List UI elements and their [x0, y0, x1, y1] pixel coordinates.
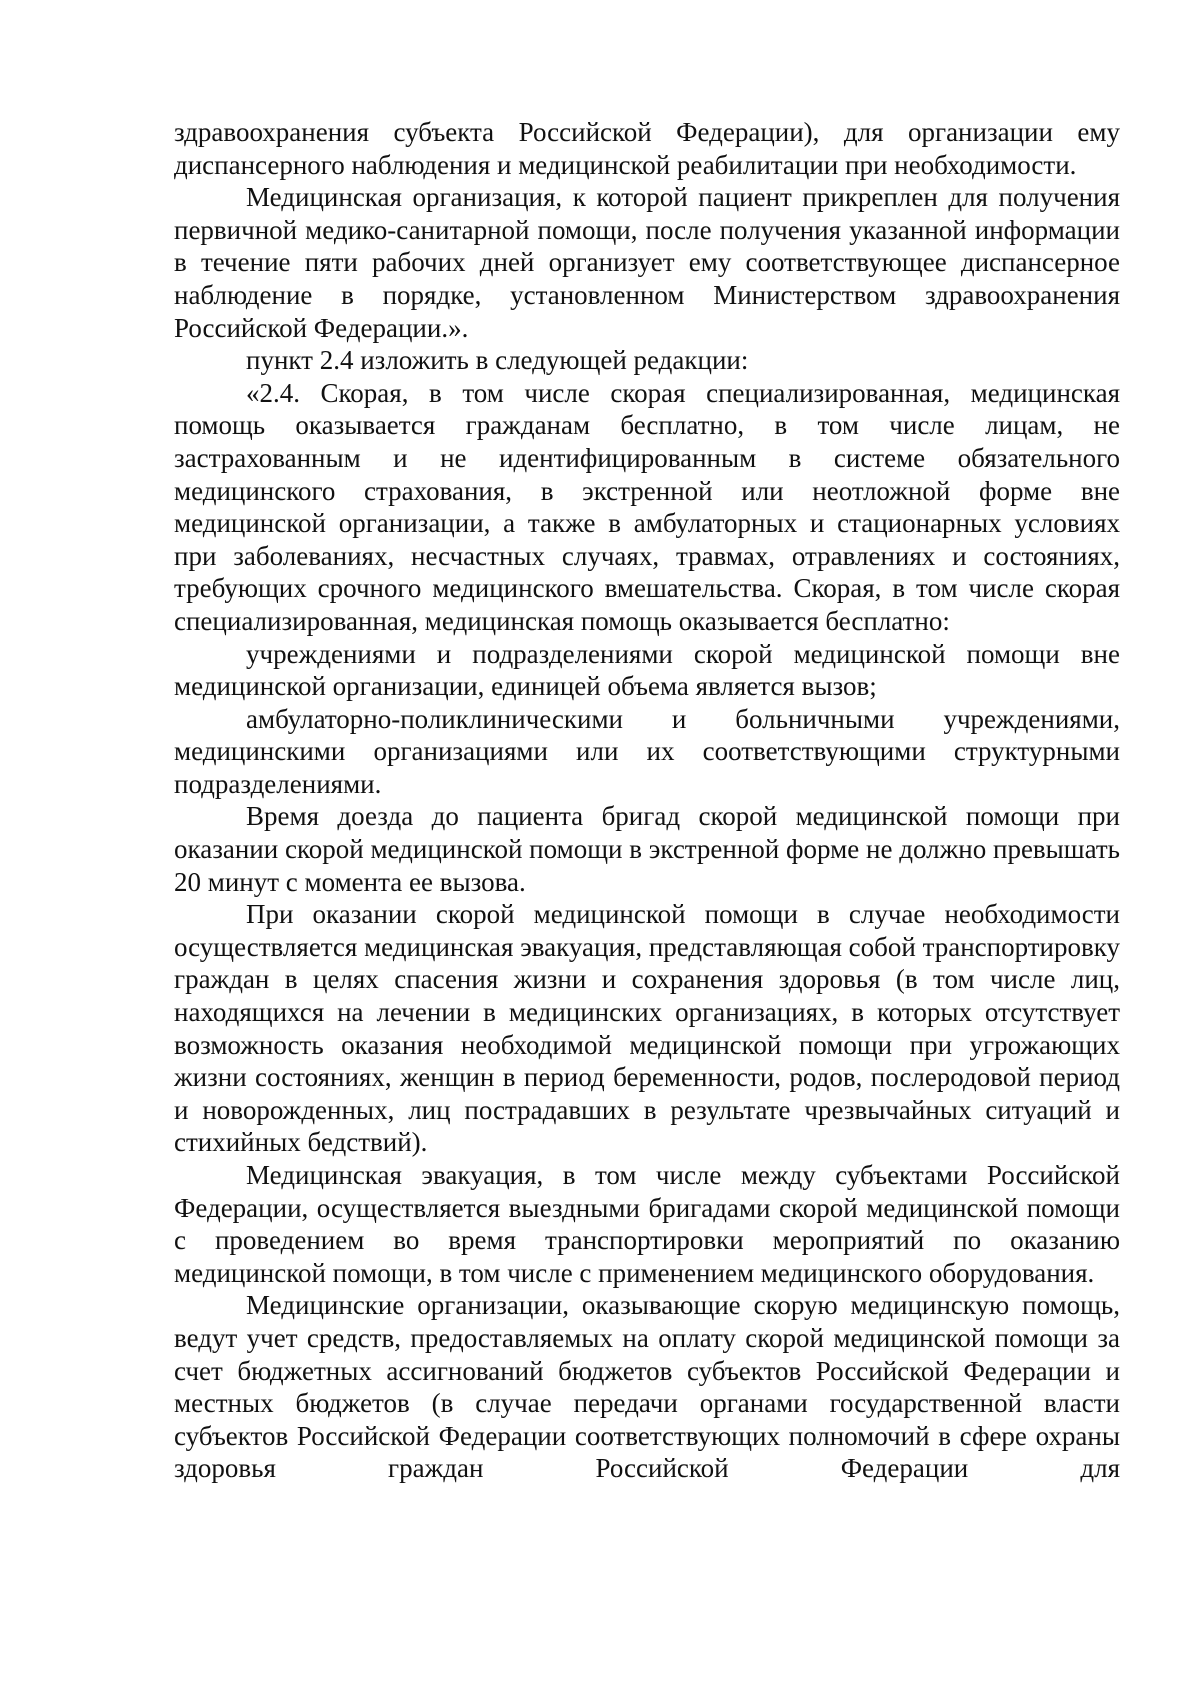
- paragraph-arrival-time: Время доезда до пациента бригад скорой медицинской помощи при оказании скорой медицинской помощи в экстренной форме не должно превышать 20 минут с момента ее вызова.: [174, 801, 1120, 897]
- paragraph-ambulance-units: учреждениями и подразделениями скорой медицинской помощи вне медицинской организации, единицей объема является вызов;: [174, 638, 1120, 702]
- paragraph-funding-accounting: Медицинские организации, оказывающие скорую медицинскую помощь, ведут учет средств, предоставляемых на оплату скорой медицинской помощи за счет бюджетных ассигнований бюджетов субъектов Российской Федерации и местных бюджетов (в случае передачи органами государственной власти субъектов Российской Федерации соответствующих полномочий в сфере охраны здоровья граждан Российской Федерации для: [174, 1290, 1120, 1484]
- paragraph-medical-evacuation: При оказании скорой медицинской помощи в случае необходимости осуществляется медицинская эвакуация, представляющая собой транспортировку граждан в целях спасения жизни и сохранения здоровья (в том числе лиц, находящихся на лечении в медицинских организациях, в которых отсутствует возможность оказания необходимой медицинской помощи при угрожающих жизни состояниях, женщин в период беременности, родов, послеродовой период и новорожденных, лиц пострадавших в результате чрезвычайных ситуаций и стихийных бедствий).: [174, 899, 1120, 1158]
- paragraph-outpatient-units: амбулаторно-поликлиническими и больничными учреждениями, медицинскими организациями или их соответствующими структурными подразделениями.: [174, 703, 1120, 799]
- paragraph-continuation: здравоохранения субъекта Российской Федерации), для организации ему диспансерного наблюдения и медицинской реабилитации при необходимости.: [174, 117, 1120, 180]
- paragraph-medical-organization: Медицинская организация, к которой пациент прикреплен для получения первичной медико-санитарной помощи, после получения указанной информации в течение пяти рабочих дней организует ему соответствующее диспансерное наблюдение в порядке, установленном Министерством здравоохранения Российской Федерации.».: [174, 182, 1120, 343]
- paragraph-amendment-instruction: пункт 2.4 изложить в следующей редакции:: [246, 345, 749, 376]
- paragraph-interregional-evacuation: Медицинская эвакуация, в том числе между субъектами Российской Федерации, осуществляется выездными бригадами скорой медицинской помощи с проведением во время транспортировки мероприятий по оказанию медицинской помощи, в том числе с применением медицинского оборудования.: [174, 1160, 1120, 1288]
- paragraph-clause-2-4: «2.4. Скорая, в том числе скорая специализированная, медицинская помощь оказывается гражданам бесплатно, в том числе лицам, не застрахованным и не идентифицированным в системе обязательного медицинского страхования, в экстренной или неотложной форме вне медицинской организации, а также в амбулаторных и стационарных условиях при заболеваниях, несчастных случаях, травмах, отравлениях и состояниях, требующих срочного медицинского вмешательства. Скорая, в том числе скорая специализированная, медицинская помощь оказывается бесплатно:: [174, 377, 1120, 636]
- document-page: [174, 116, 1120, 1485]
